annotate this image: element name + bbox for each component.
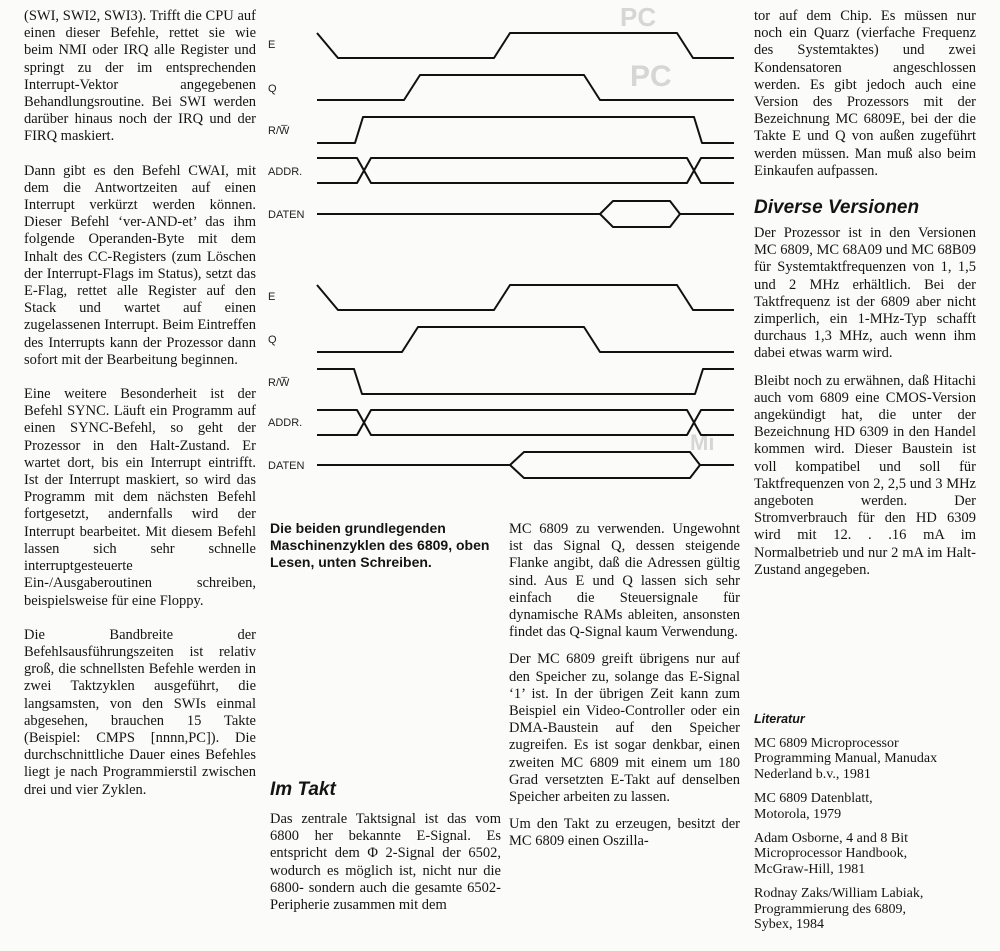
- signal-label-daten: DATEN: [268, 460, 305, 472]
- reference-line: McGraw-Hill, 1981: [754, 861, 866, 877]
- literature-title: Literatur: [754, 712, 805, 726]
- signal-label-e: E: [268, 291, 276, 303]
- paragraph: Bleibt noch zu erwähnen, daß Hitachi auch vom 6809 eine CMOS-Version angekündigt hat, die unter der Bezeichnung HD 6309 in den Handel kommen wird. Dieser Baustein ist voll kompatibel und soll für Taktfrequenzen von 2, 2,5 und 3 MHz angeboten werden. Der Stromverbrauch für den HD 6309 wird mit 12. . .16 mA im Normalbetrieb und nur 2 mA im Halt-Zustand angegeben.: [754, 372, 976, 578]
- reference-line: Motorola, 1979: [754, 806, 842, 822]
- reference-line: Sybex, 1984: [754, 917, 824, 933]
- waveform-addr-write: [317, 410, 734, 435]
- reference-line: Microprocessor Handbook,: [754, 846, 908, 862]
- paragraph: Um den Takt zu erzeugen, besitzt der MC 6809 einen Oszilla-: [509, 816, 740, 850]
- show-through-text: PC: [630, 60, 672, 93]
- paragraph: MC 6809 zu verwenden. Ungewohnt ist das Signal Q, dessen steigende Flanke angibt, daß die Adressen gültig sind. Aus E und Q lassen sich sehr einfach die Steuersignale für dynamische RAMs ableiten, ansonsten findet das Q-Signal kaum Verwendung.: [509, 521, 740, 641]
- paragraph: Der MC 6809 greift übrigens nur auf den Speicher zu, solange das E-Signal ‘1’ ist. In der übrigen Zeit kann zum Beispiel ein Video-Controller oder ein DMA-Baustein auf den Speicher zugreifen. Es ist sogar denkbar, einen zweiten MC 6809 mit einem um 180 Grad versetzten E-Takt auf denselben Speicher arbeiten zu lassen.: [509, 651, 740, 806]
- reference-item: [754, 791, 976, 822]
- column-3: [509, 521, 740, 851]
- reference-item: [754, 831, 976, 877]
- paragraph: Das zentrale Taktsignal ist das vom 6800 her bekannte E-Signal. Es entspricht dem Φ 2-Signal der 6502, wodurch es möglich ist, nicht nur die 6800- sondern auch die gesamte 6502-Peripherie zusammen mit dem: [270, 811, 501, 914]
- paragraph: Dann gibt es den Befehl CWAI, mit dem die Antwortzeiten auf einen Interrupt verkürzt werden können. Dieser Befehl ‘ver-AND-et’ das ihm folgende Operanden-Byte mit dem Inhalt des CC-Registers (zum Löschen der Interrupt-Flags im Status), setzt das E-Flag, rettet alle Register auf den Stack und wartet auf einen zugelassenen Interrupt. Beim Eintreffen des Interrupts kann der Prozessor dann sofort mit der Bearbeitung beginnen.: [24, 162, 256, 368]
- signal-label-addr: ADDR.: [268, 417, 303, 429]
- signal-label-rw: R/W̅: [268, 125, 290, 137]
- waveform-rw-read: [317, 117, 734, 143]
- signal-label-q: Q: [268, 334, 277, 346]
- paragraph: (SWI, SWI2, SWI3). Trifft die CPU auf einen dieser Befehle, rettet sie wie beim NMI oder IRQ alle Register und springt zu der im entsprechenden Interrupt-Vektor angegebenen Behandlungsroutine. Bei SWI werden darüber hinaus noch der IRQ und der FIRQ maskiert.: [24, 8, 256, 145]
- waveform-addr-read: [317, 158, 734, 183]
- waveform-q-read: [317, 75, 734, 100]
- column-2: [270, 779, 501, 914]
- waveform-daten-write: [317, 452, 734, 478]
- timing-diagram-figure: [262, 0, 742, 510]
- section-heading: Diverse Versionen: [754, 197, 920, 219]
- waveform-e-read: [317, 33, 734, 58]
- waveform-e-write: [317, 285, 734, 310]
- signal-label-addr: ADDR.: [268, 166, 303, 178]
- reference-line: MC 6809 Datenblatt,: [754, 791, 873, 807]
- column-4: [754, 8, 976, 579]
- waveform-rw-write: [317, 369, 734, 394]
- column-1: [24, 8, 256, 799]
- signal-label-rw: R/W̅: [268, 377, 290, 389]
- reference-line: Programming Manual, Manudax: [754, 751, 938, 767]
- reference-line: Adam Osborne, 4 and 8 Bit: [754, 831, 908, 847]
- paragraph: Der Prozessor ist in den Versionen MC 6809, MC 68A09 und MC 68B09 für Systemtaktfrequenzen von 1, 1,5 und 2 MHz erhältlich. Bei der Taktfrequenz ist der 6809 aber nicht zimperlich, ein 1-MHz-Typ schafft durchaus 1,3 MHz, auch wenn ihm dabei etwas warm wird.: [754, 225, 976, 362]
- paragraph: Eine weitere Besonderheit ist der Befehl SYNC. Läuft ein Programm auf einen SYNC-Befehl, so geht der Prozessor in den Halt-Zustand. Er wartet dort, bis ein Interrupt eintrifft. Ist der Interrupt maskiert, so wird das Programm mit dem nächsten Befehl fortgesetzt, andernfalls wird der Interrupt bearbeitet. Mit diesem Befehl lassen sich sehr schnelle interruptgesteuerte Ein-/Ausgaberoutinen schreiben, beispielsweise für eine Floppy.: [24, 386, 256, 609]
- show-through-text: Mi: [690, 430, 715, 455]
- reference-item: [754, 736, 976, 782]
- signal-label-daten: DATEN: [268, 209, 305, 221]
- paragraph: Die Bandbreite der Befehlsausführungszeiten ist relativ groß, die schnellsten Befehle werden in zwei Taktzyklen ausgeführt, die langsamsten, von den SWIs einmal abgesehen, brauchen 15 Takte (Beispiel: CMPS [nnnn,PC]). Die durchschnittliche Dauer eines Befehles liegt je nach Programmierstil zwischen drei und vier Zyklen.: [24, 626, 256, 798]
- literature-section: [754, 712, 976, 941]
- reference-item: [754, 886, 976, 932]
- reference-line: Programmierung des 6809,: [754, 901, 907, 917]
- caption-text: Die beiden grundlegenden Maschinenzyklen des 6809, oben Lesen, unten Schreiben.: [270, 520, 490, 570]
- reference-line: MC 6809 Microprocessor: [754, 736, 899, 751]
- signal-label-q: Q: [268, 83, 277, 95]
- waveform-daten-read: [317, 201, 734, 227]
- paragraph: tor auf dem Chip. Es müssen nur noch ein Quarz (vierfache Frequenz des Systemtaktes) und zwei Kondensatoren angeschlossen werden. Es gibt jedoch auch eine Version des Prozessors mit der Bezeichnung MC 6809E, bei der die Takte E und Q von außen zugeführt werden müssen. Man muß also beim Einkaufen aufpassen.: [754, 8, 976, 179]
- figure-caption: [270, 520, 492, 571]
- signal-label-e: E: [268, 39, 276, 51]
- waveform-q-write: [317, 327, 734, 352]
- reference-line: Nederland b.v., 1981: [754, 766, 871, 782]
- show-through-text: PC: [620, 2, 657, 32]
- section-heading: Im Takt: [270, 779, 336, 800]
- reference-line: Rodnay Zaks/William Labiak,: [754, 886, 924, 902]
